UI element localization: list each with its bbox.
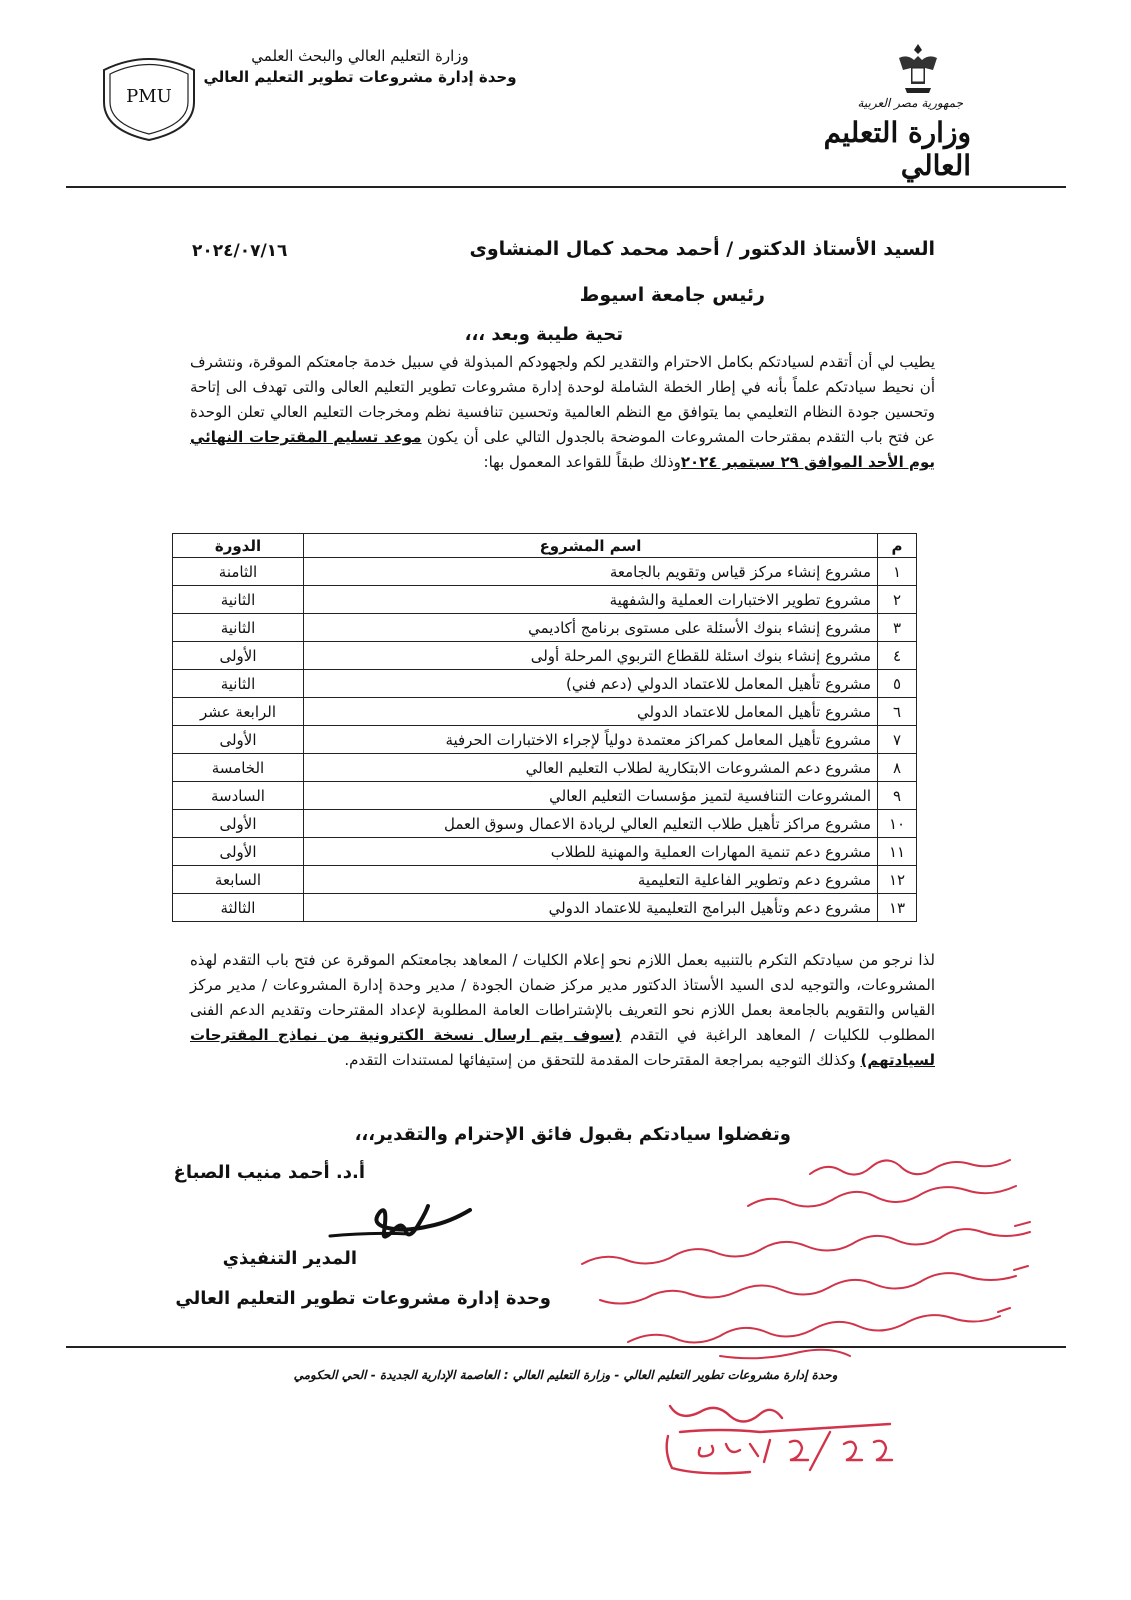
table-row [173,586,917,614]
table-row [173,614,917,642]
emblem-caption: جمهورية مصر العربية [857,96,963,110]
para2-end: وكذلك التوجيه بمراجعة المقترحات المقدمة للتحقق من إستيفائها لمستندات التقدم. [344,1051,861,1069]
signer-unit: وحدة إدارة مشروعات تطوير التعليم العالي [175,1288,551,1309]
table-row [173,782,917,810]
addressee: السيد الأستاذ الدكتور / أحمد محمد كمال المنشاوى [469,238,935,260]
row-num: ٤ [878,642,917,670]
project-cycle: الثانية [173,670,304,698]
project-name: مشروع إنشاء بنوك الأسئلة على مستوى برنامج أكاديمي [304,614,878,642]
project-cycle: الثانية [173,614,304,642]
row-num: ١ [878,558,917,586]
column-header-name: اسم المشروع [304,534,878,558]
project-name: مشروع تطوير الاختبارات العملية والشفهية [304,586,878,614]
letter-date: ٢٠٢٤/٠٧/١٦ [192,241,288,261]
row-num: ١٢ [878,866,917,894]
project-name: مشروع دعم تنمية المهارات العملية والمهنية للطلاب [304,838,878,866]
table-row [173,642,917,670]
eagle-emblem-icon [895,40,941,96]
project-name: مشروع دعم وتطوير الفاعلية التعليمية [304,866,878,894]
project-name: المشروعات التنافسية لتميز مؤسسات التعليم العالي [304,782,878,810]
row-num: ٧ [878,726,917,754]
signer-title: المدير التنفيذي [222,1248,357,1269]
table-row [173,670,917,698]
unit-name: وحدة إدارة مشروعات تطوير التعليم العالي [203,68,517,86]
project-cycle: الأولى [173,838,304,866]
pmu-logo [96,50,202,142]
row-num: ٢ [878,586,917,614]
project-name: مشروع تأهيل المعامل للاعتماد الدولي (دعم فني) [304,670,878,698]
electronic-copy-note: (سوف يتم ارسال نسخة الكترونية من نماذج المقترحات لسيادتهم) [190,1026,935,1069]
project-name: مشروع إنشاء بنوك اسئلة للقطاع التربوي المرحلة أولى [304,642,878,670]
addressee-title: رئيس جامعة اسيوط [579,284,765,306]
body-paragraph-1 [190,350,935,475]
column-header-cycle: الدورة [173,534,304,558]
project-cycle: الرابعة عشر [173,698,304,726]
table-row [173,754,917,782]
signer-name: أ.د. أحمد منيب الصباغ [173,1162,365,1183]
body-paragraph-2 [190,948,935,1073]
para2-text: لذا نرجو من سيادتكم التكرم بالتنبيه بعمل اللازم نحو إعلام الكليات / المعاهد بجامعتكم الموقرة عن فتح باب التقدم لهذه المشروعات، والتوجيه لدى السيد الأستاذ الدكتور مدير مركز ضمان الجودة / مدير وحدة إدارة المشروعات / مدير مركز القياس والتقويم بالجامعة بعمل اللازم نحو التعريف بالإشتراطات العامة المطلوبة لإعداد المقترحات وتقديم الدعم الفنى المطلوب للكليات / المعاهد الراغبة في التقدم [190,951,935,1044]
project-name: مشروع مراكز تأهيل طلاب التعليم العالي لريادة الاعمال وسوق العمل [304,810,878,838]
table-row [173,866,917,894]
project-cycle: الثانية [173,586,304,614]
para1-text: يطيب لي أن أتقدم لسيادتكم بكامل الاحترام والتقدير لكم ولجهودكم المبذولة في سبيل خدمة جامعتكم الموقرة، ونتشرف أن نحيط سيادتكم علماً بأنه في إطار الخطة الشاملة لوحدة إدارة مشروعات تطوير التعليم العالى والتى تهدف الى إتاحة وتحسين جودة النظام التعليمي بما يتوافق مع النظم العالمية وتحسين تنافسية نظم ومخرجات التعليم العالي تعلن الوحدة عن فتح باب التقدم بمقترحات المشروعات الموضحة بالجدول التالي على أن يكون [190,353,935,446]
row-num: ١٣ [878,894,917,922]
row-num: ٨ [878,754,917,782]
project-name: مشروع إنشاء مركز قياس وتقويم بالجامعة [304,558,878,586]
project-cycle: الثالثة [173,894,304,922]
projects-table [172,533,917,922]
table-row [173,810,917,838]
row-num: ٦ [878,698,917,726]
header-divider [66,186,1066,188]
ministry-calligraphy: وزارة التعليم العالي [823,116,971,182]
project-cycle: الأولى [173,642,304,670]
column-header-num: م [878,534,917,558]
row-num: ١٠ [878,810,917,838]
project-cycle: السابعة [173,866,304,894]
table-row [173,838,917,866]
signature-icon [310,1192,490,1248]
project-name: مشروع دعم وتأهيل البرامج التعليمية للاعتماد الدولي [304,894,878,922]
para1-end: وذلك طبقاً للقواعد المعمول بها: [483,453,681,471]
deadline-highlight: موعد تسليم المقترحات النهائي يوم الأحد الموافق ٢٩ سبتمبر ٢٠٢٤ [190,428,935,471]
handwritten-date-icon [660,1392,920,1482]
ministry-name: وزارة التعليم العالي والبحث العلمي [251,47,469,65]
pmu-logo-text: PMU [126,86,172,107]
table-row [173,698,917,726]
table-row [173,894,917,922]
project-cycle: الخامسة [173,754,304,782]
footer-divider [66,1346,1066,1348]
project-name: مشروع تأهيل المعامل كمراكز معتمدة دولياً لإجراء الاختبارات الحرفية [304,726,878,754]
table-header-row [173,534,917,558]
closing-line: وتفضلوا سيادتكم بقبول فائق الإحترام والتقدير،،، [354,1124,791,1145]
table-row [173,726,917,754]
project-name: مشروع تأهيل المعامل للاعتماد الدولي [304,698,878,726]
footer-address: وحدة إدارة مشروعات تطوير التعليم العالي - وزارة التعليم العالي : العاصمة الإدارية الجديدة - الحي الحكومي [293,1368,838,1382]
project-name: مشروع دعم المشروعات الابتكارية لطلاب التعليم العالي [304,754,878,782]
greeting: تحية طيبة وبعد ،،، [464,324,623,345]
row-num: ٣ [878,614,917,642]
project-cycle: الأولى [173,726,304,754]
row-num: ٩ [878,782,917,810]
table-row [173,558,917,586]
handwritten-note-icon [470,1140,1040,1380]
project-cycle: الأولى [173,810,304,838]
row-num: ٥ [878,670,917,698]
project-cycle: السادسة [173,782,304,810]
row-num: ١١ [878,838,917,866]
project-cycle: الثامنة [173,558,304,586]
